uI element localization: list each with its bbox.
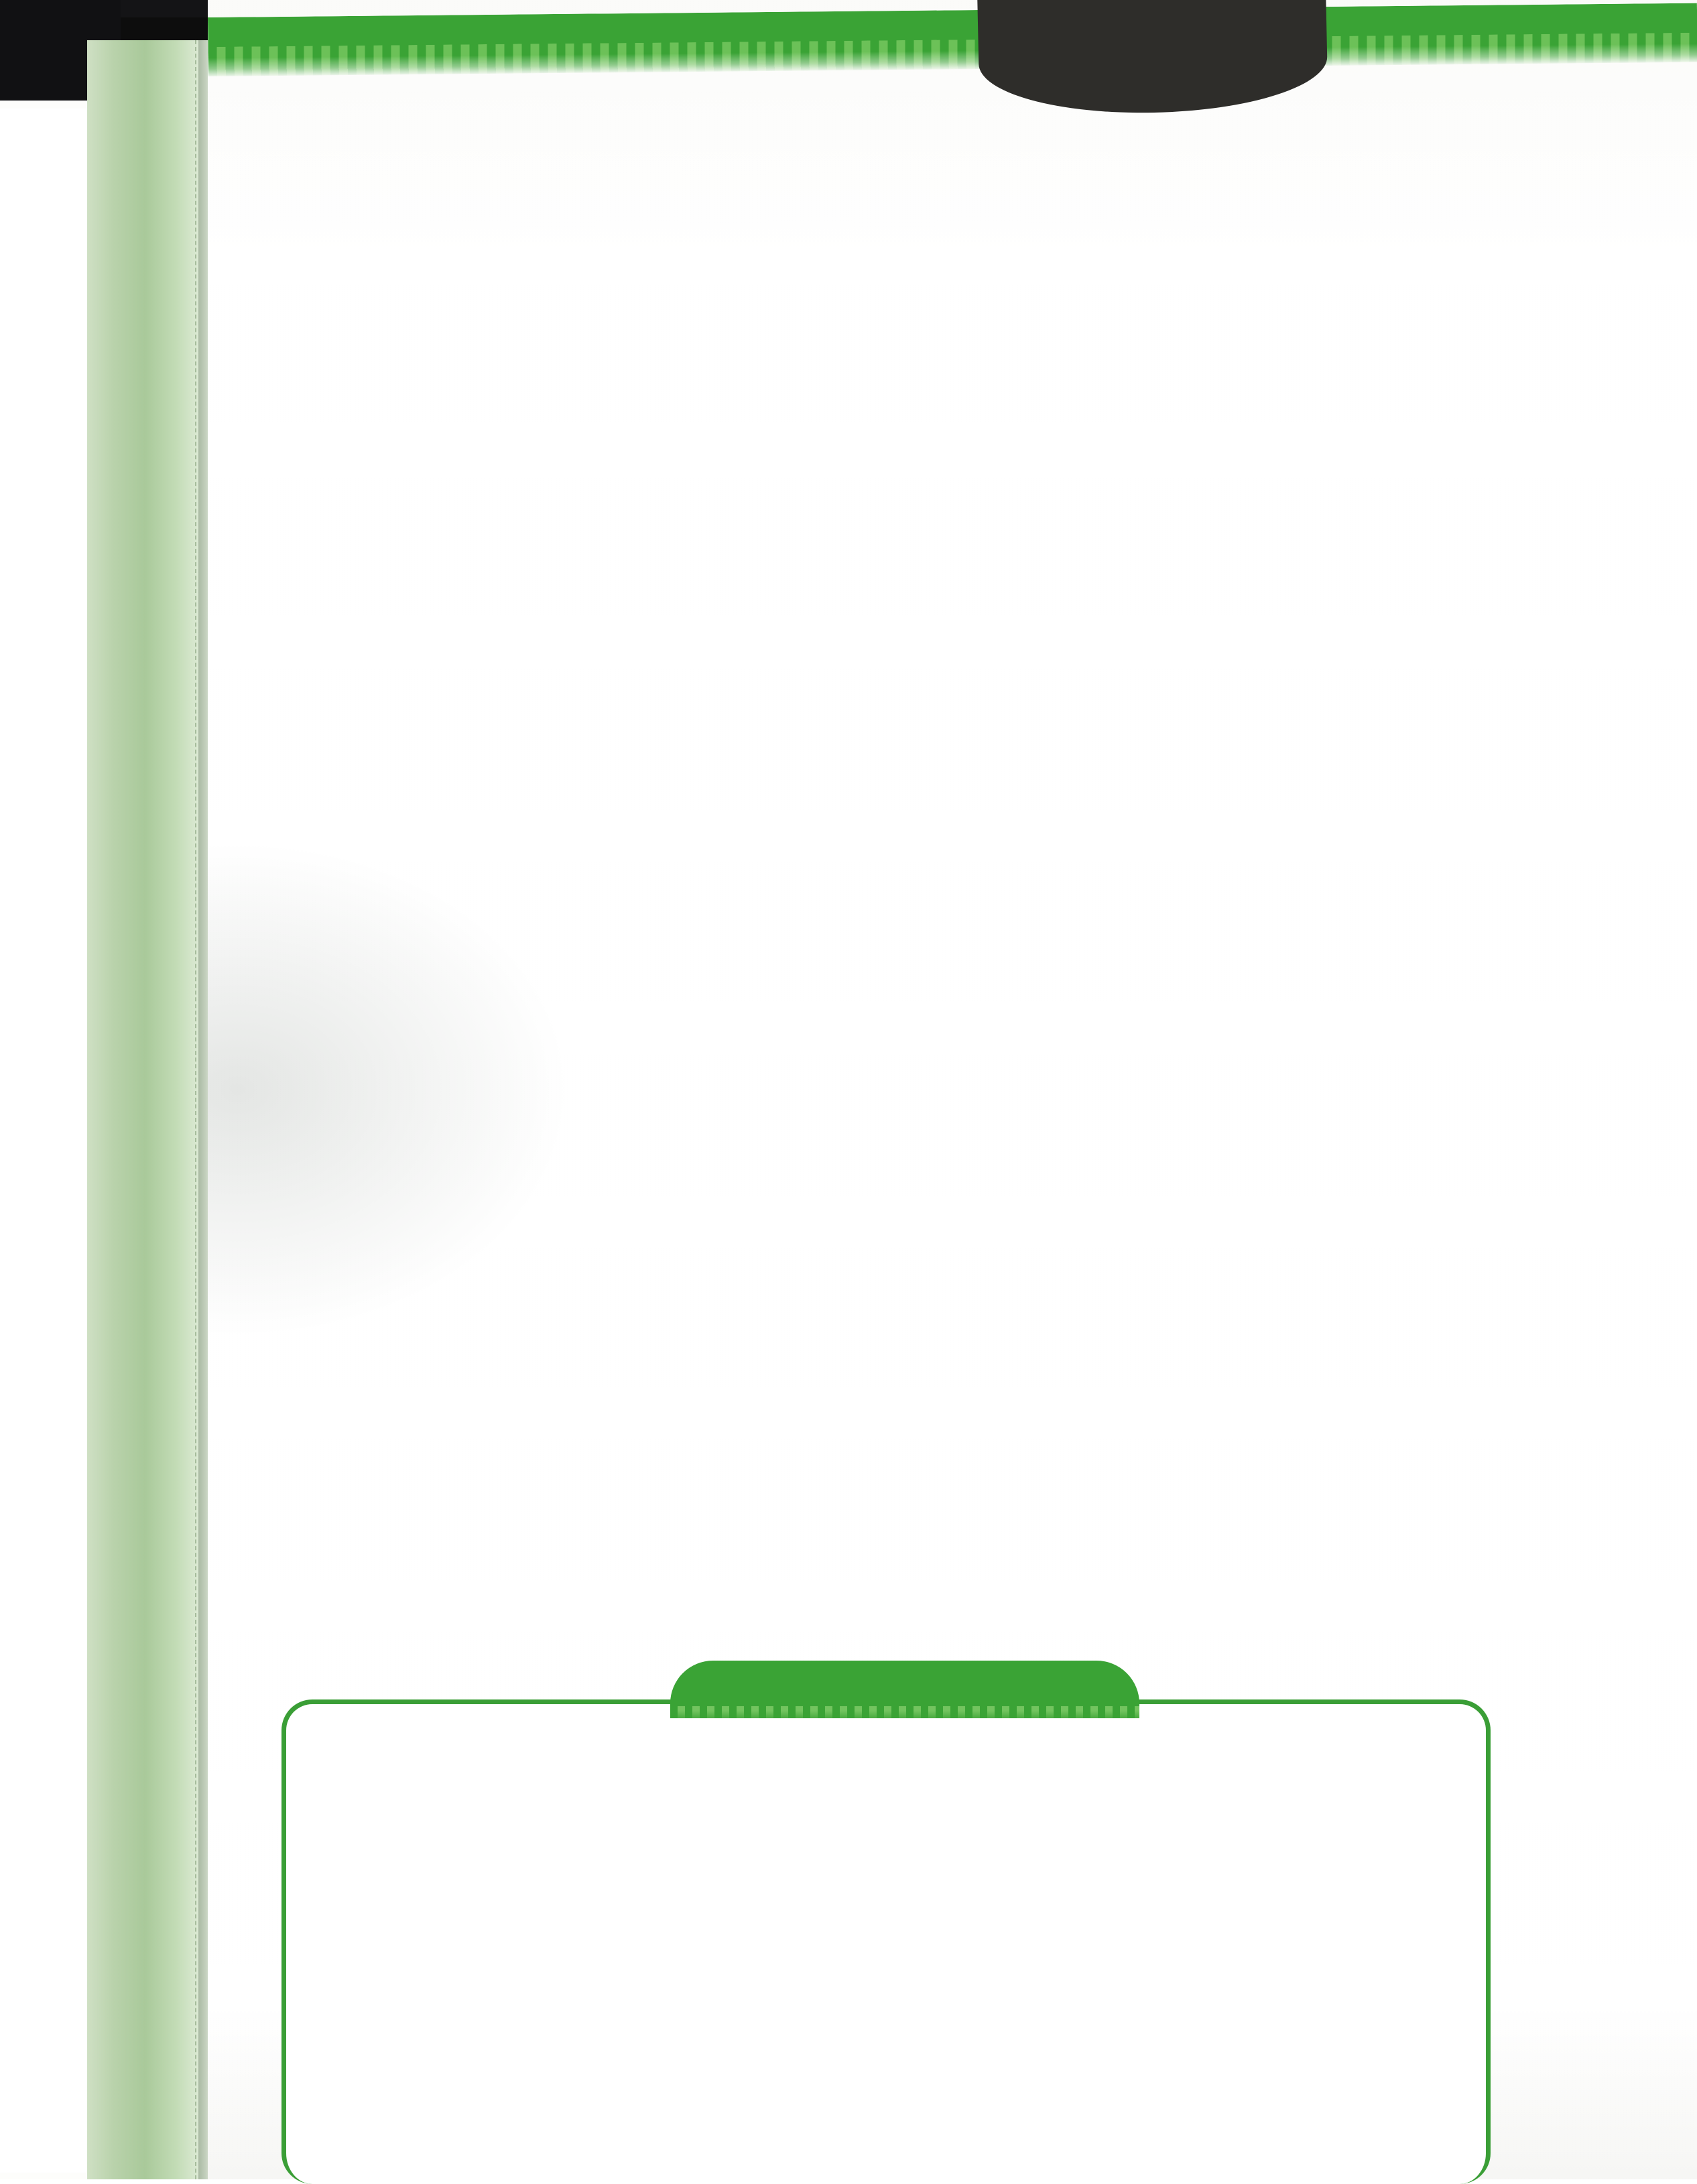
spine-perforation: [195, 40, 196, 2179]
show-what-you-know-box: [281, 1699, 1491, 2184]
levels-of-organization-diagram: [965, 462, 1642, 1602]
tab-fringe: [670, 1706, 1139, 1718]
facing-page-inner: [0, 109, 88, 2173]
book-spine-strip: [87, 40, 208, 2179]
show-what-you-know-tab: [670, 1661, 1139, 1718]
